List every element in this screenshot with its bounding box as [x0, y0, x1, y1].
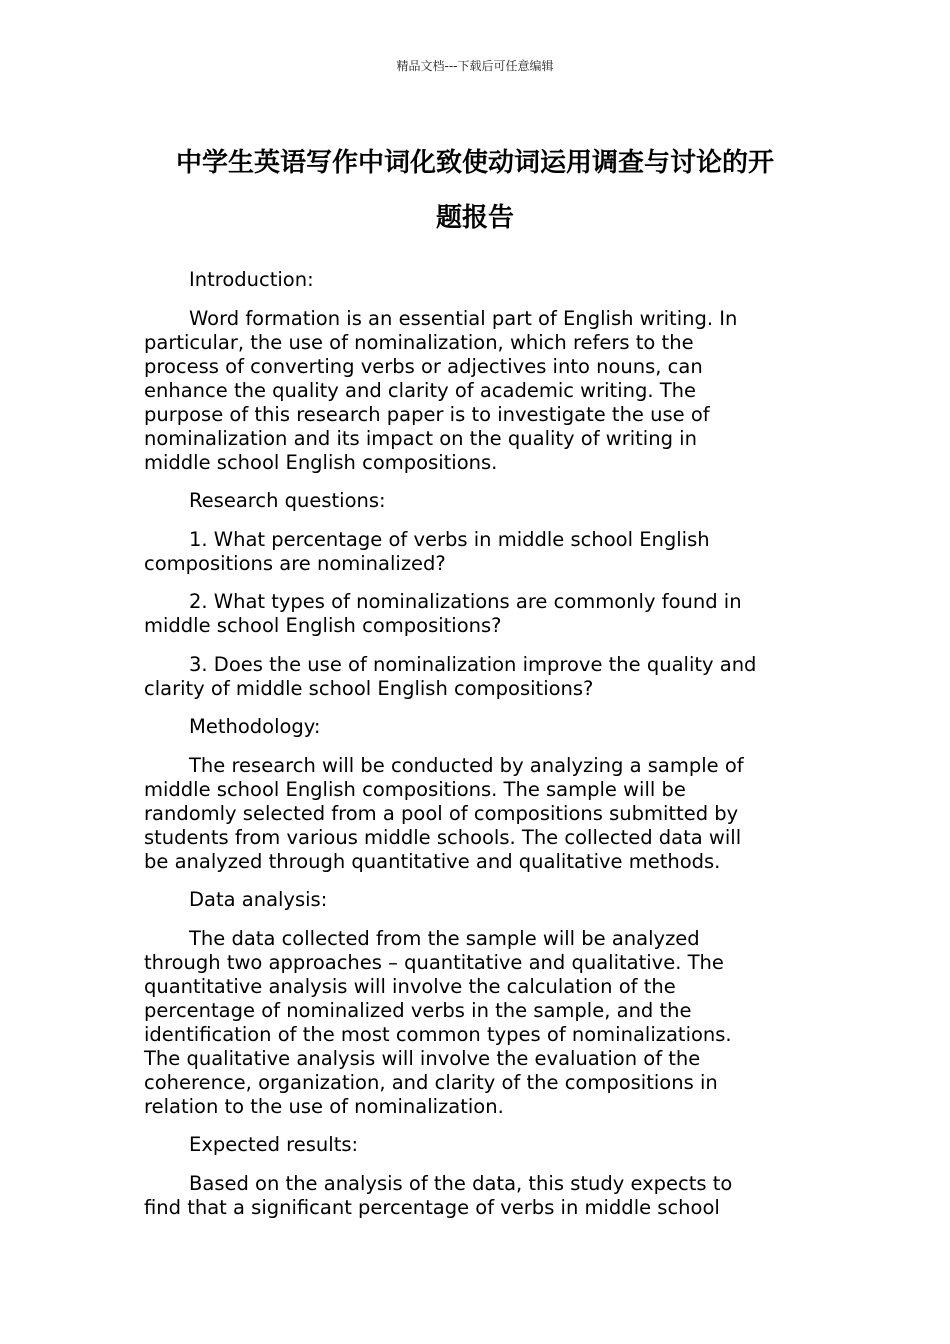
text-line: through two approaches – quantitative and qualitative. The [144, 950, 724, 974]
text-line: The qualitative analysis will involve the evaluation of the [144, 1046, 701, 1070]
text-line: Introduction: [189, 268, 314, 291]
title-line: 中学生英语写作中词化致使动词运用调查与讨论的开 [175, 148, 774, 178]
text-line: purpose of this research paper is to investigate the use of [144, 402, 710, 426]
text-line: quantitative analysis will involve the calculation of the [144, 974, 676, 998]
paragraph [144, 927, 824, 1119]
text-line: 2. What types of nominalizations are commonly found in [189, 590, 742, 613]
text-line: identification of the most common types of nominalizations. [144, 1022, 732, 1046]
text-line: find that a significant percentage of verbs in middle school [144, 1195, 720, 1219]
text-line: relation to the use of nominalization. [144, 1094, 504, 1118]
text-line: students from various middle schools. The collected data will [144, 825, 742, 849]
text-line: clarity of middle school English compositions? [144, 676, 594, 700]
document-body [144, 268, 824, 1234]
text-line: middle school English compositions. The sample will be [144, 777, 686, 801]
paragraph [144, 1172, 824, 1220]
text-line: Research questions: [189, 489, 386, 512]
text-line: Based on the analysis of the data, this study expects to [189, 1171, 733, 1195]
text-line: Data analysis: [189, 888, 328, 911]
paragraph [144, 653, 824, 701]
page-header: 精品文档---下载后可任意编辑 [396, 59, 554, 73]
text-line: nominalization and its impact on the quality of writing in [144, 426, 697, 450]
text-line: 1. What percentage of verbs in middle school English [189, 527, 710, 551]
text-line: be analyzed through quantitative and qualitative methods. [144, 849, 721, 873]
paragraph [144, 268, 824, 292]
text-line: The data collected from the sample will be analyzed [189, 926, 700, 950]
text-line: process of converting verbs or adjectives into nouns, can [144, 354, 703, 378]
paragraph [144, 754, 824, 874]
paragraph [144, 888, 824, 912]
text-line: compositions are nominalized? [144, 551, 446, 575]
text-line: 3. Does the use of nominalization improve the quality and [189, 652, 757, 676]
document-title [120, 136, 830, 246]
text-line: coherence, organization, and clarity of the compositions in [144, 1070, 718, 1094]
paragraph [144, 590, 824, 638]
text-line: enhance the quality and clarity of academic writing. The [144, 378, 697, 402]
text-line: middle school English compositions? [144, 614, 502, 637]
text-line: Word formation is an essential part of English writing. In [189, 306, 738, 330]
text-line: middle school English compositions. [144, 450, 498, 474]
paragraph [144, 715, 824, 739]
paragraph [144, 489, 824, 513]
text-line: The research will be conducted by analyzing a sample of [189, 753, 744, 777]
paragraph [144, 307, 824, 475]
paragraph [144, 528, 824, 576]
paragraph [144, 1133, 824, 1157]
text-line: particular, the use of nominalization, which refers to the [144, 330, 694, 354]
text-line: percentage of nominalized verbs in the sample, and the [144, 998, 692, 1022]
title-line: 题报告 [435, 203, 514, 233]
text-line: Methodology: [189, 715, 321, 738]
text-line: randomly selected from a pool of compositions submitted by [144, 801, 739, 825]
text-line: Expected results: [189, 1133, 359, 1156]
